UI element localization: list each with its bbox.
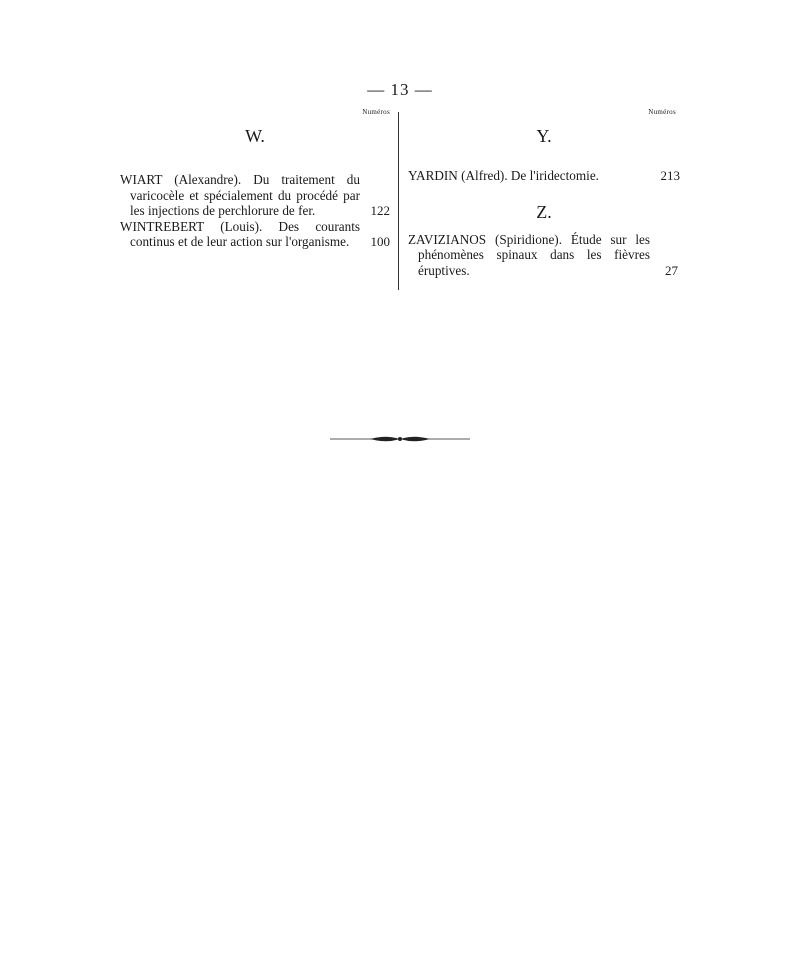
index-entry xyxy=(408,168,680,184)
column-divider xyxy=(398,112,399,290)
index-entry xyxy=(120,172,390,219)
numeros-header: Numéros xyxy=(362,108,390,116)
numeros-header: Numéros xyxy=(648,108,676,116)
section-letter-w: W. xyxy=(245,126,265,146)
entry-number: 213 xyxy=(660,168,680,183)
left-column xyxy=(120,108,390,250)
index-entry xyxy=(408,232,680,279)
entry-number: 122 xyxy=(370,203,390,218)
entry-text: ZAVIZIANOS (Spiridione). Étude sur les phénomènes spinaux dans les fièvres éruptives. xyxy=(408,231,650,278)
index-entry xyxy=(120,219,390,250)
section-letter-y: Y. xyxy=(536,126,552,146)
ornamental-rule-icon xyxy=(330,433,470,445)
right-column xyxy=(408,108,680,278)
section-letter-z: Z. xyxy=(536,201,552,222)
entry-text: YARDIN (Alfred). De l'iridectomie. xyxy=(408,168,599,183)
entry-text: WIART (Alexandre). Du traitement du varicocèle et spécialement du procédé par les injections de perchlorure de fer. xyxy=(120,172,360,218)
entry-text: WINTREBERT (Louis). Des courants continus et de leur action sur l'organisme. xyxy=(120,218,360,249)
entry-number: 27 xyxy=(665,262,678,278)
entry-number: 100 xyxy=(370,234,390,249)
page-number: — 13 — xyxy=(367,80,433,99)
